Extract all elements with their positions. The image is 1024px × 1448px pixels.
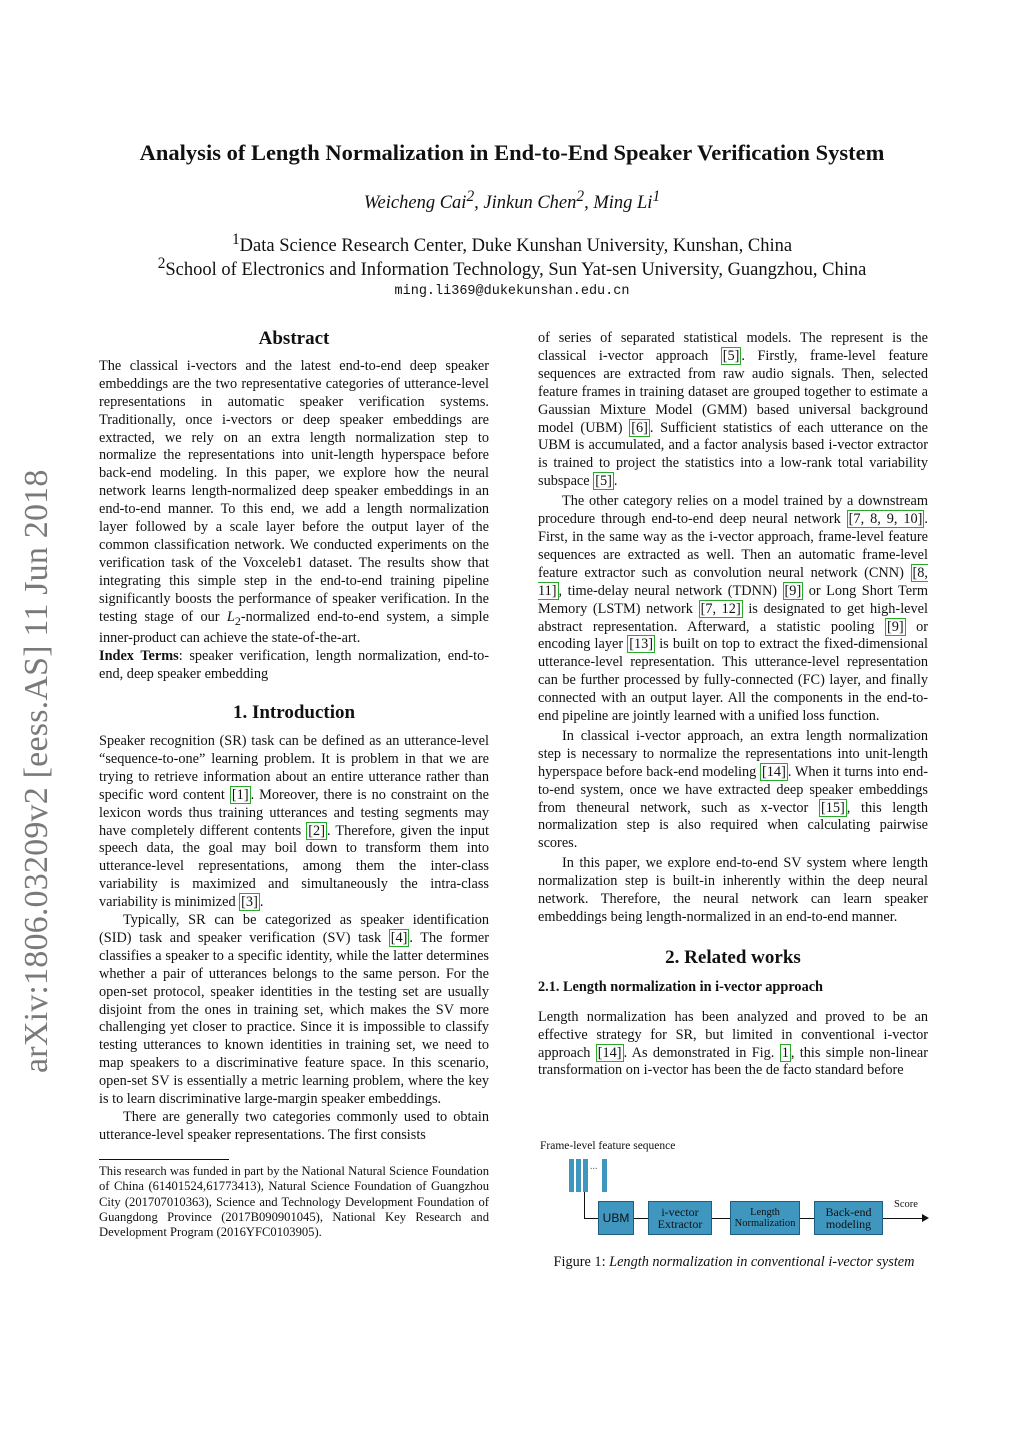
paragraph-text: . Firstly, frame-level feature sequences are extracted from raw audio signals. Then, selected feature frames in training dataset are grouped together to estimate a Gaussian Mixture Model (GMM) based universal background model (UBM) — [538, 347, 929, 436]
length-normalization-block: Length Normalization — [730, 1201, 800, 1235]
author-name: Ming Li — [593, 193, 653, 214]
paragraph-text: . Sufficient statistics of each utterance on the UBM is accumulated, and a factor analysis based i-vector extractor is trained to project the statistics into a low-rank total variability subspace — [538, 419, 928, 490]
paragraph-text: is designated to get high-level abstract representation. Afterward, a statistic pooling — [538, 600, 928, 635]
citation-link[interactable]: [3] — [241, 894, 258, 911]
citation-link[interactable]: [1] — [231, 786, 249, 803]
citation-link[interactable]: [14] — [597, 1044, 622, 1061]
abstract-text-end: -normalized end-to-end system, a simple inner-product can achieve the state-of-the-art. — [99, 608, 489, 647]
body-paragraph: In this paper, we explore end-to-end SV system where length normalization step is built-in inherently within the deep neural network. Therefore, the neural network can learn speaker embeddings being length-normalized in an end-to-end manner. — [538, 855, 928, 925]
paragraph-text: Length normalization has been analyzed and proved to be an effective strategy for SR, but limited in conventional i-vector approach — [538, 1008, 928, 1061]
index-terms-text: : speaker verification, length normalization, end-to-end, deep speaker embedding — [99, 648, 489, 683]
intro-paragraph — [99, 912, 489, 1109]
paragraph-text: of series of separated statistical models. The represent is the classical i-vector approach — [538, 330, 928, 364]
paragraph-text: . The former classifies a speaker to a specific identity, while the latter determines whether a pair of utterances belongs to the same person. For the open-set protocol, speaker identities in the testing set are usually disjoint from the ones in training set, which makes the SV more challenging yet closer to practice. Since it is impossible to classify testing utterances to known identities in training set, we need to map speakers to a discriminative feature space. In this scenario, open-set SV is essentially a metric learning problem, where the key is to learn discriminative large-margin speaker embeddings. — [99, 929, 489, 1108]
arrow-head-icon — [922, 1214, 929, 1222]
citation-link[interactable]: [15] — [820, 799, 845, 816]
footnote-text: This research was funded in part by the National Natural Science Foundation of China (61401524,61773413), Natural Science Foundation of Guangzhou City (201707010363), Science and Technology Development Foundation of Guangdong Province (2017B090901045), National Key Research and Development Program (2016YFC0103905). — [99, 1163, 489, 1240]
paragraph-text: . When it turns into end-to-end system, once we have extracted deep speaker embeddings from theneural network, such as x-vector — [538, 763, 928, 816]
abstract-text: The classical i-vectors and the latest end-to-end deep speaker embeddings are the two representative categories of utterance-level representations in automatic speaker verification systems. Traditionally, once i-vectors or deep speaker embeddings are extracted, we rely on an extra length normalization step to normalize the representations into unit-length hyperspace before back-end modeling. In this paper, we explore how the neural network learns length-normalized deep speaker embeddings in an end-to-end manner. To this end, we add a length normalization layer followed by a scale layer before the output layer of the common classification network. We conducted experiments on the verification task of the Voxceleb1 dataset. The results show that integrating this simple step in the end-to-end training pipeline significantly boosts the performance of speaker verification. In the testing stage of our — [99, 357, 489, 625]
frame-bar — [602, 1159, 607, 1192]
affiliation-2 — [0, 255, 1024, 281]
subsection-heading: 2.1. Length normalization in i-vector approach — [538, 978, 824, 995]
footnote — [99, 1159, 489, 1241]
citation-link[interactable]: [7, 8, 9, 10] — [848, 511, 923, 528]
ivector-extractor-block: i-vector Extractor — [648, 1201, 712, 1235]
paragraph-text: . Therefore, given the input speech data, the goal may boil down to transform them into utterance-level representations, among them the inter-class variability is maximized and simultaneously the intra-class variability is minimized — [99, 822, 490, 911]
connector-line — [584, 1218, 598, 1219]
citation-link[interactable]: [7, 12] — [700, 600, 741, 617]
citation-link[interactable]: [4] — [390, 929, 408, 946]
citation-link[interactable]: [2] — [308, 822, 325, 839]
citation-link[interactable]: [8, 11] — [538, 564, 928, 599]
citation-link[interactable]: [9] — [886, 618, 904, 635]
citation-link[interactable]: [9] — [784, 582, 802, 599]
intro-paragraph: There are generally two categories commonly used to obtain utterance-level speaker representations. The first consists — [99, 1109, 489, 1143]
paragraph-text: is built on top to extract the fixed-dimensional utterance-level representation. This utterance-level representation can be further processed by fully-connected (FC) layer, and finally connected with an output layer. All the components in the end-to-end pipeline are jointly learned with a unified loss function. — [538, 636, 928, 725]
index-terms-label: Index Terms — [99, 648, 179, 665]
paragraph-text: , this length normalization step is also required when calculating pairwise scores. — [538, 799, 928, 852]
connector-line — [712, 1218, 730, 1219]
affiliation-sup: 2 — [157, 255, 166, 272]
paragraph-text: . Moreover, there is no constraint on the lexicon words thus training utterances and testing segments may have completely different contents — [99, 786, 490, 839]
caption-text: Length normalization in conventional i-vector system — [609, 1254, 915, 1270]
affiliation-1 — [0, 231, 1024, 257]
paragraph-text: , this simple non-linear transformation on i-vector has been the de facto standard before — [538, 1044, 928, 1079]
citation-link[interactable]: [6] — [631, 419, 648, 436]
connector-line — [800, 1218, 814, 1219]
paragraph-text: . As demonstrated in Fig. — [623, 1044, 780, 1061]
affiliation-text: School of Electronics and Information Technology, Sun Yat-sen University, Guangzhou, China — [165, 260, 867, 281]
intro-paragraph — [99, 733, 489, 912]
affiliation-text: Data Science Research Center, Duke Kunshan University, Kunshan, China — [239, 236, 793, 257]
body-paragraph — [538, 728, 928, 853]
author-name: Weicheng Cai — [363, 193, 467, 214]
figure-link[interactable]: 1 — [781, 1044, 789, 1061]
citation-link[interactable]: [5] — [722, 347, 740, 364]
footnote-rule — [99, 1159, 229, 1160]
author-sup: 1 — [652, 188, 661, 205]
frame-bar — [583, 1159, 588, 1192]
author-sup: 2 — [466, 188, 475, 205]
connector-line — [584, 1192, 585, 1219]
caption-prefix: Figure 1: — [553, 1254, 610, 1270]
affiliation-sup: 1 — [231, 231, 240, 248]
frame-bar — [576, 1159, 581, 1192]
paragraph-text: or Long Short Term Memory (LSTM) network — [538, 582, 928, 617]
author-name: Jinkun Chen — [483, 193, 577, 214]
citation-link[interactable]: [14] — [762, 763, 786, 780]
connector-line — [634, 1218, 648, 1219]
paragraph-text: Speaker recognition (SR) task can be defined as an utterance-level “sequence-to-one” learning problem. It is problem in that we are trying to retrieve information about an entire utterance rather than specific word content — [99, 732, 489, 803]
citation-link[interactable]: [5] — [595, 473, 612, 490]
paragraph-text: . — [613, 473, 618, 490]
score-arrow-line — [883, 1218, 923, 1219]
backend-modeling-block: Back-end modeling — [814, 1201, 883, 1235]
right-column — [538, 330, 928, 1080]
abstract-heading: Abstract — [258, 328, 330, 349]
math-subscript: 2 — [234, 613, 241, 628]
score-label: Score — [894, 1199, 918, 1210]
arxiv-watermark: arXiv:1806.03209v2 [eess.AS] 11 Jun 2018 — [18, 469, 55, 1073]
ellipsis: ... — [590, 1161, 598, 1172]
paragraph-text: . First, in the same way as the i-vector approach, frame-level feature sequences are extracted as well. Then an automatic frame-level feature extractor such as convolution neural network (CNN) — [538, 511, 928, 581]
paragraph-text: , time-delay neural network (TDNN) — [558, 582, 783, 599]
frame-bar — [569, 1159, 574, 1192]
body-paragraph — [538, 1009, 928, 1081]
paragraph-text: The other category relies on a model trained by a downstream procedure through end-to-end deep neural network — [538, 493, 928, 528]
abstract-body — [99, 358, 489, 648]
introduction-heading: 1. Introduction — [232, 702, 356, 724]
paragraph-text: Typically, SR can be categorized as speaker identification (SID) task and speaker verification (SV) task — [99, 912, 489, 946]
figure-caption — [538, 1254, 930, 1271]
paragraph-text: In classical i-vector approach, an extra length normalization step is necessary to normalize the representations into unit-length hyperspace before back-end modeling — [538, 727, 928, 780]
body-paragraph — [538, 493, 928, 726]
figure-1 — [538, 1137, 930, 1255]
index-terms — [99, 648, 489, 684]
author-email[interactable]: ming.li369@dukekunshan.edu.cn — [394, 284, 630, 299]
citation-link[interactable]: [13] — [629, 636, 654, 653]
body-paragraph — [538, 330, 928, 491]
author-sup: 2 — [576, 188, 585, 205]
paper-title: Analysis of Length Normalization in End-to-End Speaker Verification System — [139, 140, 885, 165]
paragraph-text: . — [259, 894, 264, 911]
paragraph-text: or encoding layer — [538, 618, 929, 653]
author-list: Weicheng Cai$^2$, Jinkun Chen$^2$, Ming Li$^1$ — [363, 188, 661, 214]
math-variable: L — [226, 608, 235, 625]
related-works-heading: 2. Related works — [665, 946, 801, 968]
left-column — [99, 330, 489, 1241]
sequence-label: Frame-level feature sequence — [540, 1140, 676, 1152]
ubm-block: UBM — [598, 1201, 634, 1235]
